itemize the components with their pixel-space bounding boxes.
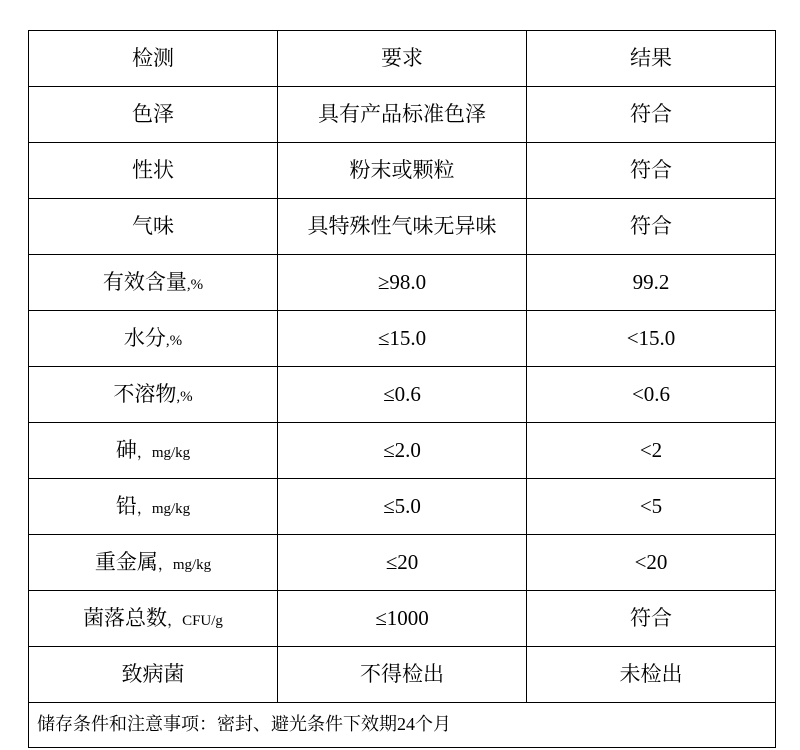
table-footnote-row (29, 703, 776, 748)
cell-item-unit: ，mg/kg (136, 444, 191, 461)
cell-result: <2 (527, 423, 776, 479)
table-row (29, 311, 776, 367)
table-header-row (29, 31, 776, 87)
cell-item-unit: ，mg/kg (157, 556, 212, 573)
cell-item-unit: ，mg/kg (136, 500, 191, 517)
cell-item (29, 535, 278, 591)
table-row (29, 199, 776, 255)
cell-item-label: 重金属 (94, 549, 158, 574)
table-row (29, 87, 776, 143)
cell-requirement: ≤15.0 (278, 311, 527, 367)
cell-result: <5 (527, 479, 776, 535)
footnote-cell (29, 703, 776, 748)
cell-item (29, 423, 278, 479)
cell-item-unit: ,% (165, 332, 183, 349)
cell-result: <20 (527, 535, 776, 591)
cell-requirement: ≤5.0 (278, 479, 527, 535)
table-row (29, 535, 776, 591)
cell-requirement: ≥98.0 (278, 255, 527, 311)
table-row (29, 367, 776, 423)
cell-result: 99.2 (527, 255, 776, 311)
cell-item: 致病菌 (29, 647, 278, 703)
cell-result: 未检出 (527, 647, 776, 703)
cell-result: 符合 (527, 591, 776, 647)
cell-item-label: 水分 (123, 325, 166, 350)
cell-requirement: 具特殊性气味无异味 (278, 199, 527, 255)
cell-requirement: ≤2.0 (278, 423, 527, 479)
cell-item-label: 不溶物 (113, 381, 177, 406)
cell-item: 气味 (29, 199, 278, 255)
cell-item-label: 菌落总数 (83, 605, 168, 630)
cell-requirement: 粉末或颗粒 (278, 143, 527, 199)
cell-requirement: ≤0.6 (278, 367, 527, 423)
table-row (29, 423, 776, 479)
cell-item-unit: ，CFU/g (167, 612, 223, 629)
cell-result: 符合 (527, 143, 776, 199)
cell-item (29, 367, 278, 423)
cell-item-label: 有效含量 (102, 269, 187, 294)
specification-table (28, 30, 776, 748)
header-cell-result: 结果 (527, 31, 776, 87)
cell-item-unit: ,% (186, 276, 204, 293)
cell-requirement: 具有产品标准色泽 (278, 87, 527, 143)
header-cell-item: 检测 (29, 31, 278, 87)
cell-result: 符合 (527, 87, 776, 143)
table-row (29, 143, 776, 199)
table-row (29, 479, 776, 535)
cell-item (29, 591, 278, 647)
header-cell-requirement: 要求 (278, 31, 527, 87)
cell-item: 色泽 (29, 87, 278, 143)
cell-result: <0.6 (527, 367, 776, 423)
storage-note: 储存条件和注意事项：密封、避光条件下效期24个月 (37, 714, 451, 735)
cell-item: 性状 (29, 143, 278, 199)
cell-result: 符合 (527, 199, 776, 255)
cell-item (29, 311, 278, 367)
cell-item (29, 479, 278, 535)
table-row (29, 255, 776, 311)
cell-item (29, 255, 278, 311)
cell-item-label: 铅 (115, 493, 137, 518)
cell-requirement: 不得检出 (278, 647, 527, 703)
cell-item-unit: ,% (176, 388, 193, 405)
cell-requirement: ≤1000 (278, 591, 527, 647)
table-row (29, 647, 776, 703)
cell-item-label: 砷 (115, 437, 137, 462)
table-row (29, 591, 776, 647)
cell-result: <15.0 (527, 311, 776, 367)
cell-requirement: ≤20 (278, 535, 527, 591)
